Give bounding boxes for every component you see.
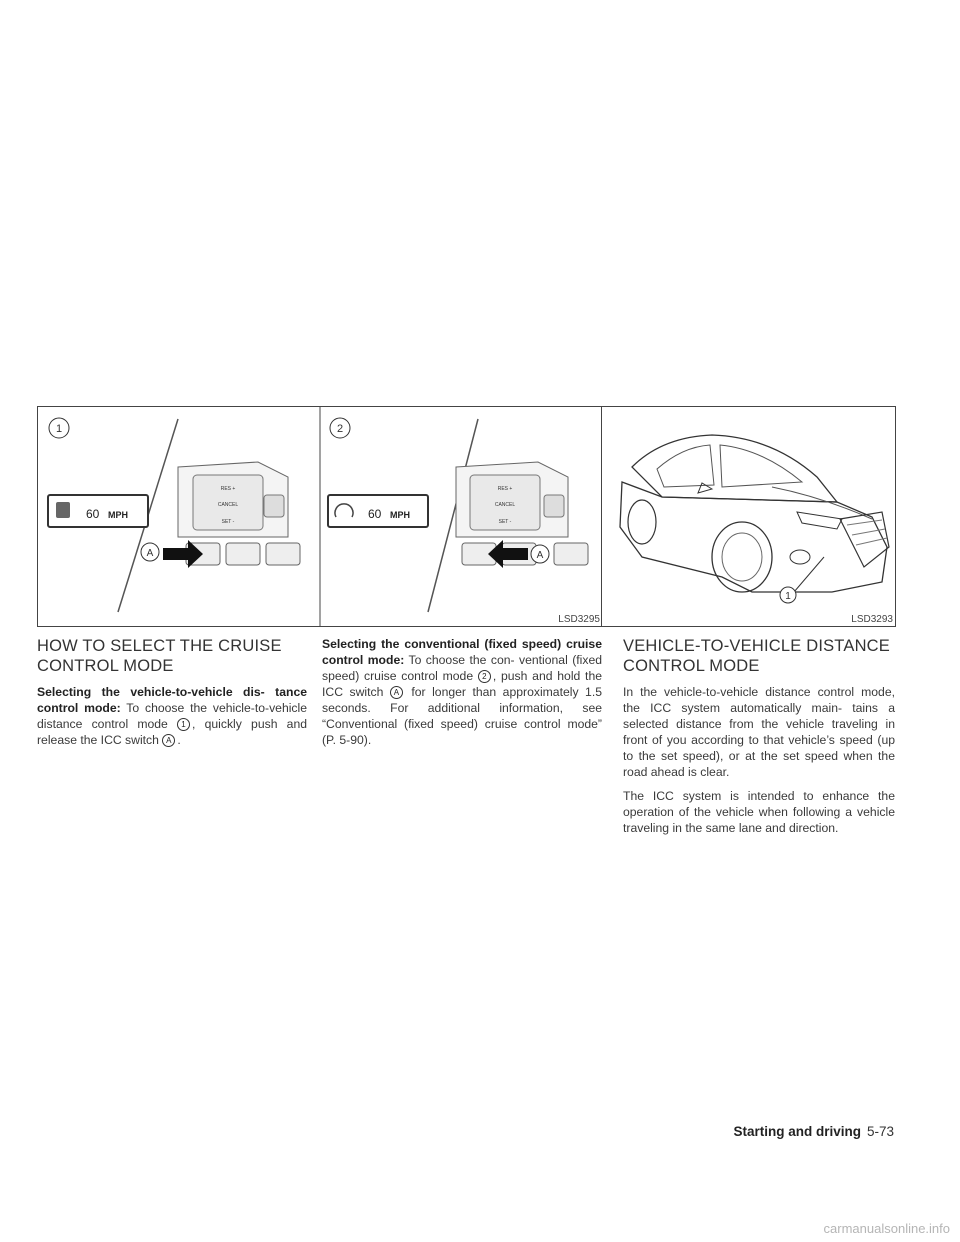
ref-a-icon: A	[390, 686, 403, 699]
callout-a: A	[146, 548, 154, 559]
radar-sensor	[790, 550, 810, 564]
section-name: Starting and driving	[733, 1124, 861, 1139]
section-heading: VEHICLE-TO-VEHICLE DISTANCE CONTROL MODE	[623, 637, 891, 675]
ref-2-icon: 2	[478, 670, 491, 683]
callout-a: A	[536, 550, 544, 561]
svg-text:SET -: SET -	[221, 519, 235, 525]
page-number: 5-73	[866, 1124, 894, 1139]
paragraph: In the vehicle-to-vehicle distance control mode, the ICC system automatically main- tains a selected distance from the vehicle traveling in front of you according to that vehicle’s speed (up to the set speed), or at the set speed when the road ahead is clear.	[623, 685, 895, 779]
panel-number: 1	[55, 423, 63, 435]
svg-text:CANCEL: CANCEL	[217, 502, 239, 508]
panel-1	[48, 418, 300, 612]
svg-text:SET -: SET -	[498, 519, 512, 525]
vehicle-illustration	[602, 407, 895, 626]
page-footer	[733, 1124, 894, 1139]
svg-text:RES +: RES +	[497, 486, 513, 492]
panel-2	[328, 418, 588, 612]
paragraph: Selecting the conventional (fixed speed) cruise control mode: To choose the con- ventional (fixed speed) cruise control mode 2 , push and hold the ICC switch A for longer than approximately 1.5 seconds. For additional information, see “Conventional (fixed speed) cruise control mode” (P. 5-90).	[322, 637, 603, 747]
icc-switch-illustration	[38, 407, 602, 626]
column-3	[623, 636, 895, 844]
paragraph: The ICC system is intended to enhance the operation of the vehicle when following a vehicle traveling in the same lane and direction.	[623, 789, 895, 835]
column-2	[322, 636, 602, 756]
ref-1-icon: 1	[177, 718, 190, 731]
speed-unit: MPH	[108, 510, 128, 520]
figure-icc-switch	[37, 406, 603, 627]
section-heading: HOW TO SELECT THE CRUISE CONTROL MODE	[37, 637, 282, 675]
callout-1: 1	[785, 591, 791, 602]
watermark: carmanualsonline.info	[823, 1221, 950, 1236]
speed-value: 60	[86, 507, 100, 521]
car-distance-icon	[56, 502, 70, 518]
svg-text:RES +: RES +	[220, 486, 236, 492]
paragraph: Selecting the vehicle-to-vehicle dis- tance control mode: To choose the vehicle-to-vehicle distance control mode 1 , quickly push and release the ICC switch A .	[37, 685, 308, 747]
ref-a-icon: A	[162, 734, 175, 747]
column-1	[37, 636, 307, 756]
figure-code: LSD3295	[558, 614, 600, 625]
figure-code: LSD3293	[851, 614, 893, 625]
figure-vehicle	[601, 406, 896, 627]
svg-text:CANCEL: CANCEL	[494, 502, 516, 508]
panel-number: 2	[336, 423, 344, 435]
speed-value: 60	[368, 507, 382, 521]
speed-unit: MPH	[390, 510, 410, 520]
